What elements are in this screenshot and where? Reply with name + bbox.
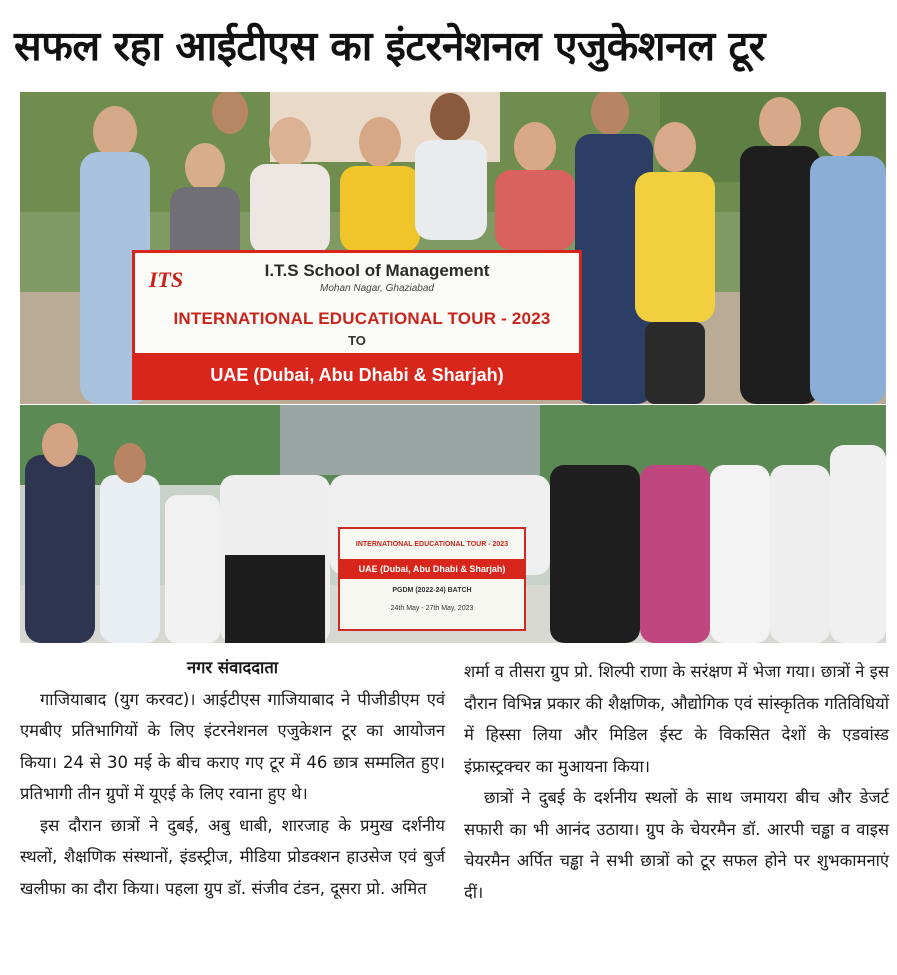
banner-tour-title: INTERNATIONAL EDUCATIONAL TOUR - 2023	[173, 309, 551, 328]
banner-place: Mohan Nagar, Ghaziabad	[320, 283, 434, 294]
group-photo-top	[20, 92, 886, 404]
headline: सफल रहा आईटीएस का इंटरनेशनल एजुकेशनल टूर	[14, 22, 765, 70]
article-paragraph-4: छात्रों ने दुबई के दर्शनीय स्थलों के साथ जमायरा बीच और डेजर्ट सफारी का भी आनंद उठाया। ग्रुप के चेयरमैन डॉ. आरपी चड्ढा व वाइस चेयरमैन अर्पित चड्ढा ने सभी छात्रों को टूर सफल होने पर शुभकामनाएं दीं।	[464, 788, 889, 902]
banner-bottom-destination: UAE (Dubai, Abu Dhabi & Sharjah)	[340, 559, 524, 579]
article-column-right	[464, 656, 889, 908]
banner-bottom-tour: INTERNATIONAL EDUCATIONAL TOUR - 2023	[355, 541, 509, 548]
byline: नगर संवाददाता	[186, 658, 279, 677]
banner-bottom-dates: 24th May - 27th May, 2023	[390, 605, 474, 612]
banner-school-name: I.T.S School of Management	[264, 261, 490, 280]
banner-bottom	[338, 527, 526, 631]
banner-to: TO	[348, 333, 366, 348]
banner-top	[132, 250, 582, 400]
group-photo-bottom	[20, 405, 886, 643]
school-logo: ITS	[148, 267, 184, 292]
banner-bottom-batch: PGDM (2022-24) BATCH	[392, 587, 472, 594]
banner-destination: UAE (Dubai, Abu Dhabi & Sharjah)	[135, 353, 579, 397]
article-paragraph-2: इस दौरान छात्रों ने दुबई, अबु धाबी, शारजाह के प्रमुख दर्शनीय स्थलों, शैक्षणिक संस्थानों, इंडस्ट्रीज, मीडिया प्रोडक्शन हाउसेज एवं बुर्ज खलीफा का दौरा किया। पहला ग्रुप डॉ. संजीव टंडन, दूसरा प्रो. अमित	[20, 815, 445, 898]
article-paragraph-1: गाजियाबाद (युग करवट)। आईटीएस गाजियाबाद ने पीजीडीएम एवं एमबीए प्रतिभागियों के लिए इंटरनेशनल एजुकेशन टूर का आयोजन किया। 24 से 30 मई के बीच कराए गए टूर में 46 छात्र सम्मलित हुए। प्रतिभागी तीन ग्रुपों में यूएई के लिए रवाना हुए थे।	[20, 689, 445, 803]
article-paragraph-3: शर्मा व तीसरा ग्रुप प्रो. शिल्पी राणा के सरंक्षण में भेजा गया। छात्रों ने इस दौरान विभिन्न प्रकार की शैक्षणिक, औद्योगिक एवं सांस्कृतिक गतिविधियों में हिस्सा लिया और मिडिल ईस्ट के विकसित देशों के एडवांस्ड इंफ्रास्ट्रक्चर का मुआयना किया।	[464, 662, 889, 776]
article-column-left	[20, 652, 445, 904]
